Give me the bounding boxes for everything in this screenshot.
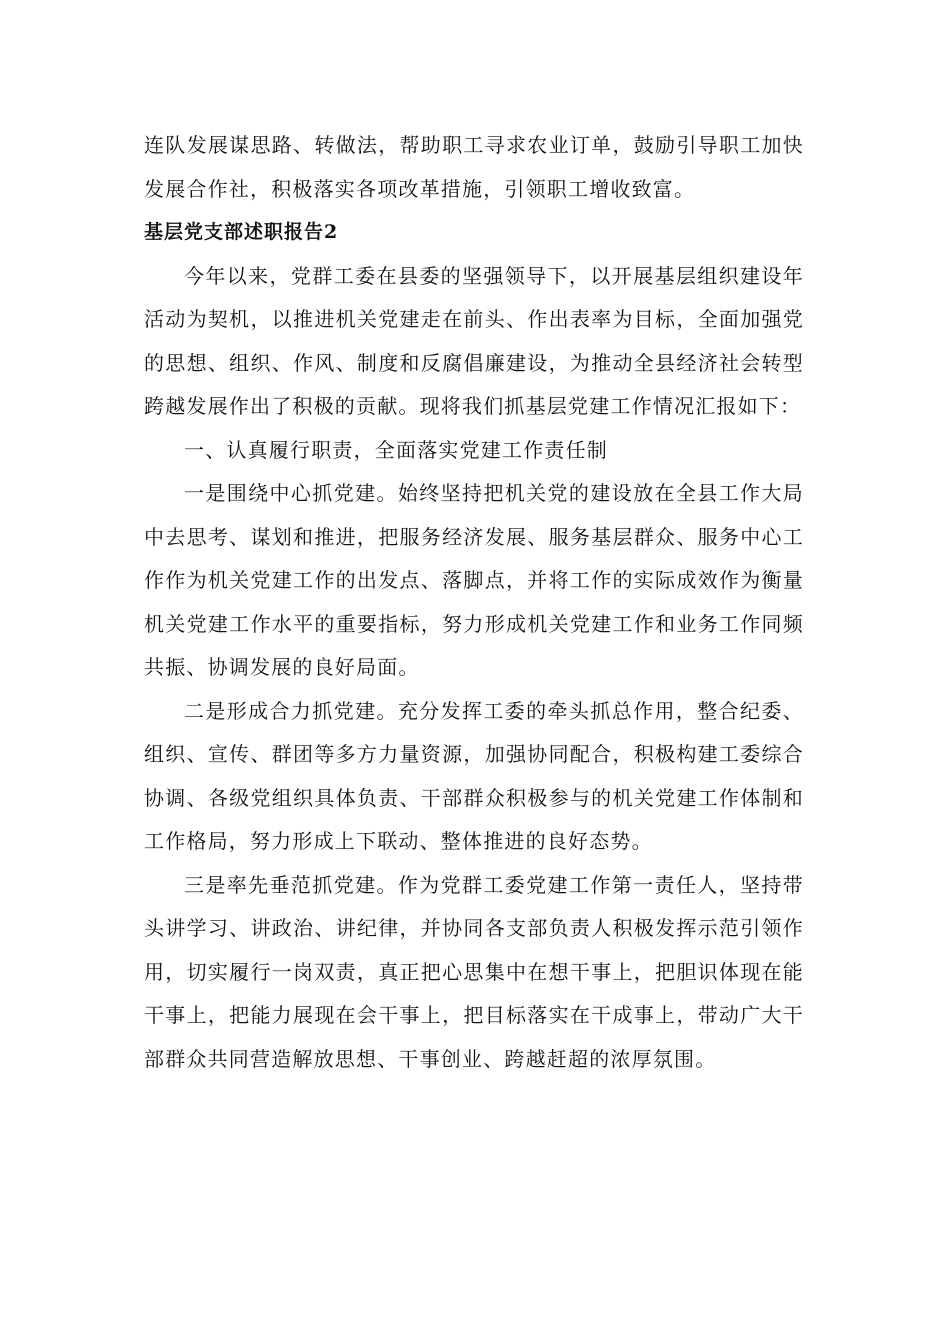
body-paragraph-3: 三是率先垂范抓党建。作为党群工委党建工作第一责任人，坚持带头讲学习、讲政治、讲纪律，并协同各支部负责人积极发挥示范引领作用，切实履行一岗双责，真正把心思集中在想干事上，把胆识体现在能干事上，把能力展现在会干事上，把目标落实在干成事上，带动广大干部群众共同营造解放思想、干事创业、跨越赶超的浓厚氛围。: [144, 872, 804, 1071]
section-heading: 基层党支部述职报告2: [144, 221, 339, 243]
body-paragraph-2: 二是形成合力抓党建。充分发挥工委的牵头抓总作用，整合纪委、组织、宣传、群团等多方力量资源，加强协同配合，积极构建工委综合协调、各级党组织具体负责、干部群众积极参与的机关党建工作体制和工作格局，努力形成上下联动、整体推进的良好态势。: [144, 698, 804, 853]
subheading-paragraph: 一、认真履行职责，全面落实党建工作责任制: [184, 437, 608, 462]
body-paragraph-1: 一是围绕中心抓党建。始终坚持把机关党的建设放在全县工作大局中去思考、谋划和推进，把服务经济发展、服务基层群众、服务中心工作作为机关党建工作的出发点、落脚点，并将工作的实际成效作为衡量机关党建工作水平的重要指标，努力形成机关党建工作和业务工作同频共振、协调发展的良好局面。: [144, 481, 804, 679]
intro-paragraph: 今年以来，党群工委在县委的坚强领导下，以开展基层组织建设年活动为契机，以推进机关党建走在前头、作出表率为目标，全面加强党的思想、组织、作风、制度和反腐倡廉建设，为推动全县经济社会转型跨越发展作出了积极的贡献。现将我们抓基层党建工作情况汇报如下：: [144, 263, 804, 418]
continuation-paragraph: 连队发展谋思路、转做法，帮助职工寻求农业订单，鼓励引导职工加快发展合作社，积极落实各项改革措施，引领职工增收致富。: [144, 133, 804, 201]
document-body: [144, 124, 804, 1081]
